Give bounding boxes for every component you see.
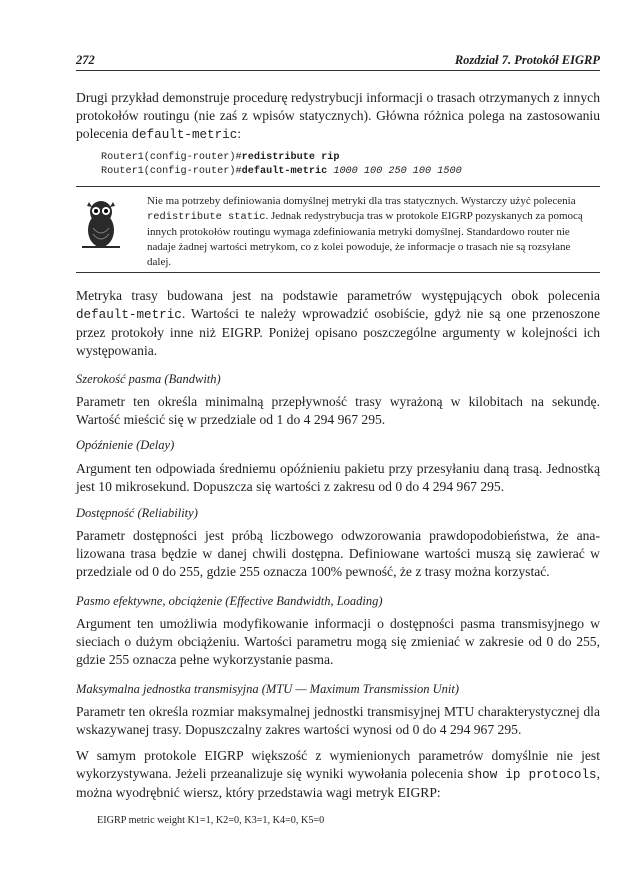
section-text: Argument ten umożliwia modyfikowanie informacji o dostępności pasma transmisyjnego w sieciach o dużym obciążeniu. Wartości parametru mogą się zmieniać w zakresie od 0 do 255, gdzie 255 oznacza pełne wykorzystanie pasma. — [76, 616, 600, 667]
inline-command: show ip protocols — [467, 768, 597, 782]
metric-paragraph: Metryka trasy budowana jest na podstawie parametrów występujących obok polecenia default-metric. Wartości te należy wprowadzić osobiście, gdyż nie są one przenoszone przez protokoły inne niż EIGRP. Poniżej opisano poszczególne argumenty w kolejności ich występowania. — [76, 288, 600, 358]
section-heading: Dostępność (Reliability) — [76, 506, 198, 520]
section-heading: Maksymalna jednostka transmisyjna (MTU — Maximum Transmission Unit) — [76, 682, 460, 696]
code-block — [101, 151, 462, 178]
inline-command: default-metric — [131, 128, 238, 142]
note-top-rule — [76, 186, 600, 187]
code-line: Router1(config-router)#default-metric 1000 100 250 100 1500 — [101, 165, 462, 177]
note-box: Nie ma potrzeby definiowania domyślnej metryki dla tras statycznych. Wystarczy użyć polecenia redistribute static. Jednak redystrybucja tras w protokole EIGRP pozyskanych za pomocą innych protokołów routingu wymaga zdefiniowania metryki domyślnej. Standardowo router nie nadaje żadnej wartości metrykom, co z kolei powoduje, że informacje o trasach nie są rozsyłane dalej. — [147, 195, 583, 268]
section-heading: Szerokość pasma (Bandwith) — [76, 372, 221, 386]
page-header — [76, 53, 600, 69]
final-code-line: EIGRP metric weight K1=1, K2=0, K3=1, K4=0, K5=0 — [97, 815, 325, 826]
owl-note-icon — [80, 198, 122, 252]
section-heading: Pasmo efektywne, obciążenie (Effective Bandwidth, Loading) — [76, 594, 383, 608]
inline-command: default-metric — [76, 308, 182, 322]
inline-command: redistribute static — [147, 211, 266, 223]
code-line: Router1(config-router)#redistribute rip — [101, 152, 340, 163]
header-rule — [76, 70, 600, 71]
section-text: Parametr dostępności jest próbą liczbowego odwzorowania prawdopodobieństwa, że analizowana trasa będzie w danej chwili dostępna. Definiowane wartości muszą się zawierać w przedziale od 0 do 255, gdzie 255 oznacza 100% pewność, że z trasy można korzystać. — [76, 528, 600, 579]
intro-paragraph: Drugi przykład demonstruje procedurę redystrybucji informacji o trasach otrzymanych z innych protokołów routingu (nie zaś z wpisów statycznych). Główna różnica polega na zastosowaniu polecenia default-metric: — [76, 90, 600, 142]
page-number: 272 — [76, 53, 95, 67]
outro-paragraph: W samym protokole EIGRP większość z wymienionych parametrów domyślnie nie jest wykorzystywana. Jeżeli przeanalizuje się wyniki wywołania polecenia show ip protocols, można wyodrębnić wiersz, który przedstawia wagi metryk EIGRP: — [76, 748, 600, 800]
section-text: Parametr ten określa minimalną przepływność trasy wyrażoną w kilobitach na sekundę. Wartość mieścić się w przedziale od 1 do 4 294 967 295. — [76, 394, 600, 427]
section-text: Parametr ten określa rozmiar maksymalnej jednostki transmisyjnej MTU charakterystycznej dla wskazywanej trasy. Dopuszczalny zakres wartości wynosi od 0 do 4 294 967 295. — [76, 704, 600, 737]
note-bottom-rule — [76, 272, 600, 273]
chapter-title: Rozdział 7. Protokół EIGRP — [454, 53, 600, 67]
section-text: Argument ten odpowiada średniemu opóźnieniu pakietu przy przesyłaniu daną trasą. Jednostką jest 10 mikrosekund. Dopuszcza się wartości z zakresu od 0 do 4 294 967 295. — [76, 461, 600, 494]
section-heading: Opóźnienie (Delay) — [76, 438, 175, 452]
